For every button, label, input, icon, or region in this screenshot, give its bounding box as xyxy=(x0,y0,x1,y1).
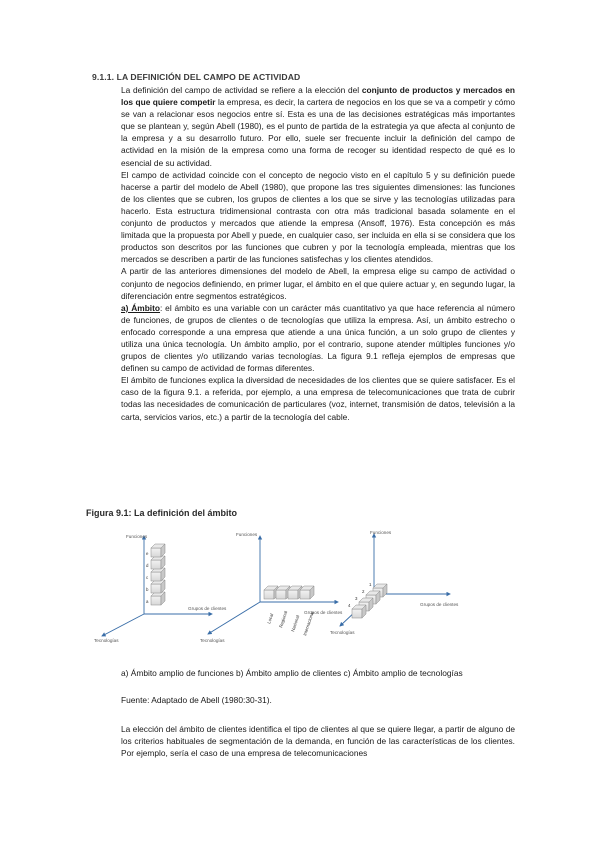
panel-a-x-label: Grupos de clientes xyxy=(188,606,227,611)
panel-b-tick-nacional: Nacional xyxy=(290,614,301,633)
body-text-main xyxy=(121,84,515,423)
paragraph-1 xyxy=(121,84,515,169)
panel-a-z-axis-line xyxy=(102,614,144,636)
paragraph-1-emphasis: conjunto de productos y mercados en los que quiere competir xyxy=(121,85,516,108)
panel-a-tick-e: e xyxy=(146,551,149,556)
panel-a-tick-a: a xyxy=(146,599,149,604)
paragraph-3: A partir de las anteriores dimensiones del modelo de Abell, la empresa elige su campo de actividad o conjunto de negocios definiendo, en primer lugar, el ámbito en el que quiere actuar y, en segundo lugar, la diferenciación entre segmentos estratégicos. xyxy=(121,266,515,301)
panel-c-cubes xyxy=(352,584,387,618)
figure-source: Fuente: Adaptado de Abell (1980:30-31). xyxy=(121,695,272,705)
panel-a xyxy=(94,534,227,643)
panel-a-y-label: Funciones xyxy=(126,534,148,539)
panel-b-tick-internacional: Internacional xyxy=(302,610,315,637)
panel-b xyxy=(200,532,343,643)
cube xyxy=(151,544,165,557)
panel-a-cubes xyxy=(151,544,165,605)
panel-c-tick-2: 2 xyxy=(362,589,365,594)
panel-a-z-label: Tecnologías xyxy=(94,638,119,643)
cube xyxy=(151,556,165,569)
cube xyxy=(151,592,165,605)
paragraph-5: El ámbito de funciones explica la diversidad de necesidades de los clientes que se quiere satisfacer. Es el caso de la figura 9.1. a referida, por ejemplo, a una empresa de telecomunicaciones que trata de cubrir todas las necesidades de comunicación de particulares (voz, internet, transmisión de datos, televisión a la carta, servicios varios, etc.) a partir de la tecnología del cable. xyxy=(121,375,515,422)
panel-c-tick-3: 3 xyxy=(355,596,358,601)
panel-b-y-label: Funciones xyxy=(236,532,258,537)
panel-c-y-label: Funciones xyxy=(370,530,392,535)
figure-abell-diagrams xyxy=(90,528,530,648)
paragraph-4-text: : el ámbito es una variable con un carácter más cuantitativo ya que hace referencia al número de funciones, de grupos de clientes o de tecnologías que utiliza la empresa. Así, un ámbito estrecho o enfocado corresponde a una empresa que atiende a una única función, a un solo grupo de clientes y utiliza una única tecnología. Un ámbito amplio, por el contrario, supone atender múltiples funciones y/o grupos de clientes y/o utilizando varias tecnologías. La figura 9.1 refleja ejemplos de empresas que definen su campo de actividad de formas diferentes. xyxy=(121,302,515,374)
paragraph-6: La elección del ámbito de clientes identifica el tipo de clientes al que se quiere llegar, a partir de alguno de los criterios habituales de segmentación de la demanda, en función de las características de los clientes. Por ejemplo, sería el caso de una empresa de telecomunicaciones xyxy=(121,724,515,759)
panel-c-tick-1: 1 xyxy=(369,582,372,587)
figure-title: Figura 9.1: La definición del ámbito xyxy=(86,508,238,518)
paragraph-4-label: a) Ámbito xyxy=(121,302,161,313)
cube xyxy=(300,586,314,599)
panel-b-z-label: Tecnologías xyxy=(200,638,225,643)
figure-caption: a) Ámbito amplio de funciones b) Ámbito amplio de clientes c) Ámbito amplio de tecnologías xyxy=(121,668,463,678)
paragraph-1-start: La definición del campo de actividad se refiere a la elección del xyxy=(121,85,362,95)
cube xyxy=(151,580,165,593)
panel-c-x-label: Grupos de clientes xyxy=(420,602,459,607)
figure-svg xyxy=(90,528,530,648)
paragraph-4 xyxy=(121,302,515,375)
panel-a-tick-b: b xyxy=(146,587,149,592)
panel-c-tick-4: 4 xyxy=(348,603,351,608)
cube xyxy=(151,568,165,581)
panel-c xyxy=(330,530,459,635)
body-text-after-figure xyxy=(121,723,515,759)
cube xyxy=(352,605,366,618)
panel-a-tick-c: c xyxy=(146,575,149,580)
panel-a-tick-d: d xyxy=(146,563,149,568)
paragraph-2: El campo de actividad coincide con el concepto de negocio visto en el capítulo 5 y su definición puede hacerse a partir del modelo de Abell (1980), que propone las tres siguientes dimensiones: las funciones de los clientes que se cubren, los grupos de clientes a los que se sirve y las tecnologías utilizadas para hacerlo. Esta estructura tridimensional contrasta con otra más tradicional basada solamente en el conjunto de productos y mercados que atiende la empresa (Ansoff, 1976). Esta concepción es más limitada que la propuesta por Abell y puede, en cualquier caso, ser incluida en ella si se considera que los productos son descritos por las funciones que cubren y por la tecnología empleada, mientras que los mercados se describen a partir de las funciones satisfechas y los clientes atendidos. xyxy=(121,169,515,265)
panel-b-cubes xyxy=(264,586,314,599)
paragraph-1-rest: la empresa, es decir, la cartera de negocios en los que se va a competir y cómo se van a relacionar esos negocios entre sí. Esta es una de las decisiones estratégicas más importantes que se plantean y, según Abell (1980), es el punto de partida de la estrategia ya que afecta al conjunto de la empresa y a su desarrollo futuro. Por ello, suele ser frecuente incluir la definición del campo de actividad en la misión de la empresa como una forma de recoger su identidad respecto de qué es lo esencial de su actividad. xyxy=(121,97,515,168)
panel-b-tick-regional: Regional xyxy=(278,610,289,629)
section-heading: 9.1.1. LA DEFINICIÓN DEL CAMPO DE ACTIVIDAD xyxy=(92,72,301,82)
panel-b-x-label: Grupos de clientes xyxy=(304,610,343,615)
panel-c-z-label: Tecnologías xyxy=(330,630,355,635)
panel-b-tick-local: Local xyxy=(266,612,275,625)
